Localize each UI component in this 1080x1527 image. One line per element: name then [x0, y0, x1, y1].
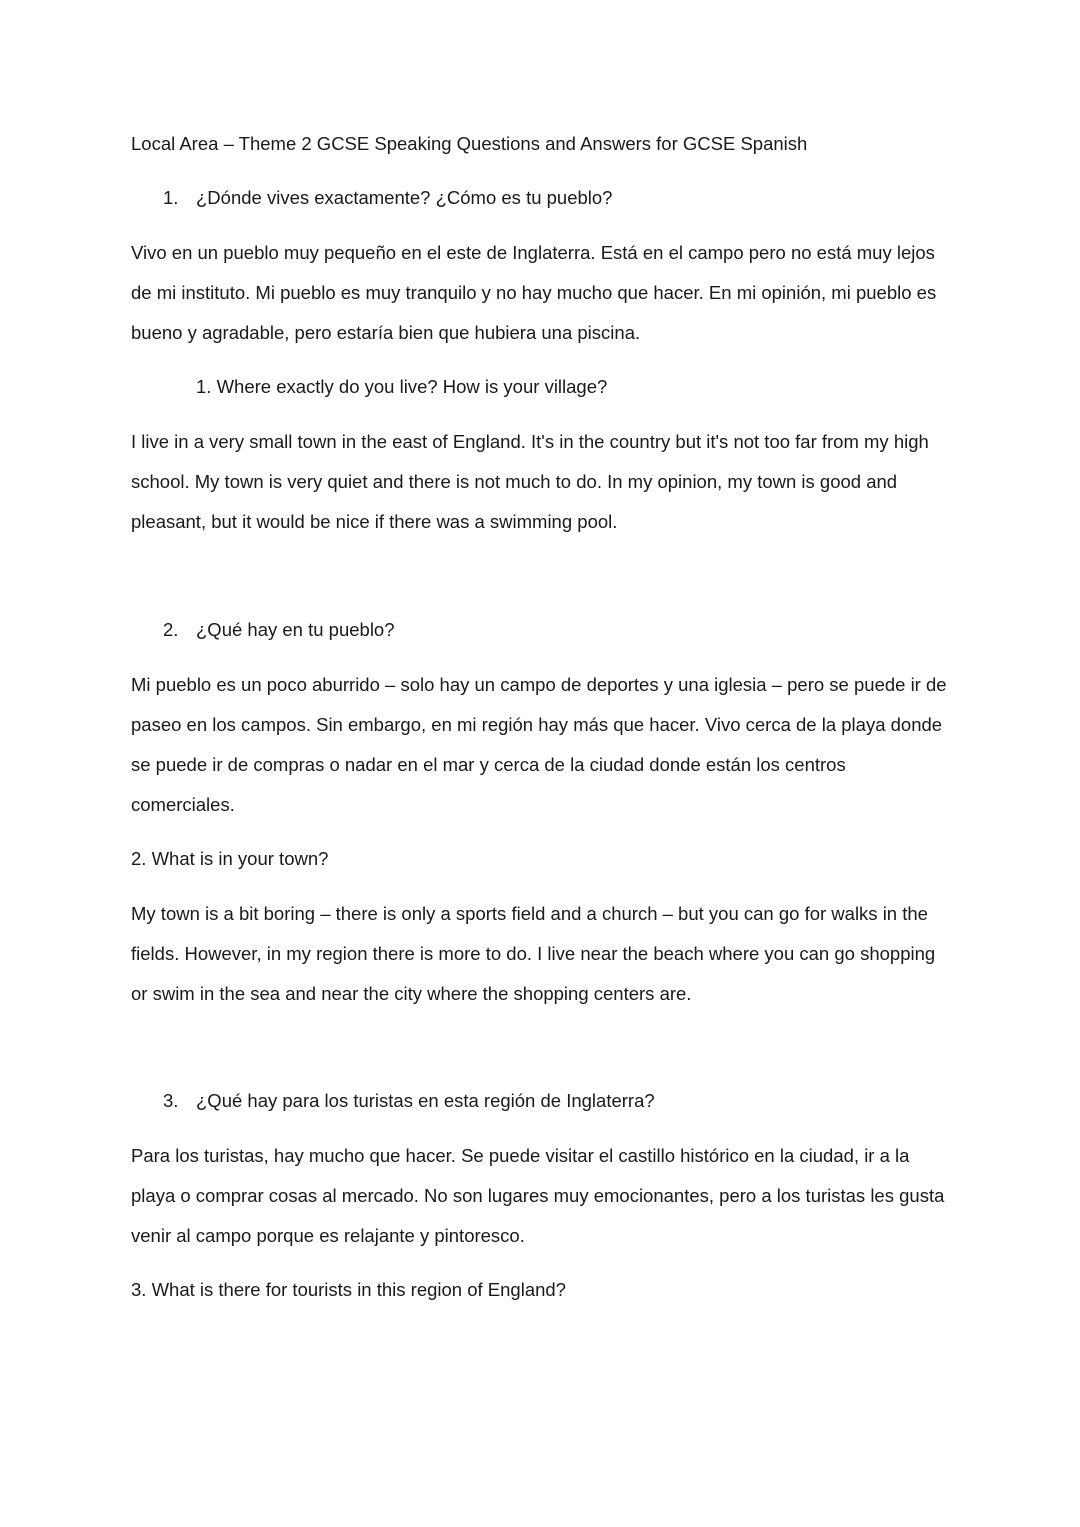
- answer-1-en: I live in a very small town in the east of England. It's in the country but it's not too far from my high school. My town is very quiet and there is not much to do. In my opinion, my town is good and pleasant, but it would be nice if there was a swimming pool.: [131, 431, 929, 532]
- question-3-es: [163, 1081, 993, 1121]
- answer-2-en: My town is a bit boring – there is only a sports field and a church – but you can go for walks in the fields. However, in my region there is more to do. I live near the beach where you can go shopping or swim in the sea and near the city where the shopping centers are.: [131, 903, 936, 1004]
- document-title: Local Area – Theme 2 GCSE Speaking Questions and Answers for GCSE Spanish: [131, 133, 808, 154]
- question-2-es-text: ¿Qué hay en tu pueblo?: [196, 619, 395, 640]
- question-3-en: 3. What is there for tourists in this region of England?: [131, 1279, 566, 1300]
- answer-2-es: Mi pueblo es un poco aburrido – solo hay un campo de deportes y una iglesia – pero se puede ir de paseo en los campos. Sin embargo, en mi región hay más que hacer. Vivo cerca de la playa donde se puede ir de compras o nadar en el mar y cerca de la ciudad donde están los centros comerciales.: [131, 674, 947, 815]
- question-1-es: [163, 178, 993, 218]
- answer-1-es: Vivo en un pueblo muy pequeño en el este de Inglaterra. Está en el campo pero no está muy lejos de mi instituto. Mi pueblo es muy tranquilo y no hay mucho que hacer. En mi opinión, mi pueblo es bueno y agradable, pero estaría bien que hubiera una piscina.: [131, 242, 937, 343]
- question-2-en: 2. What is in your town?: [131, 848, 329, 869]
- question-2-es-number: 2.: [163, 619, 179, 640]
- question-3-es-text: ¿Qué hay para los turistas en esta región de Inglaterra?: [196, 1090, 655, 1111]
- question-2-es: [163, 610, 993, 650]
- question-3-es-number: 3.: [163, 1090, 179, 1111]
- question-1-en: 1. Where exactly do you live? How is your village?: [196, 376, 608, 397]
- answer-3-es: Para los turistas, hay mucho que hacer. Se puede visitar el castillo histórico en la ciudad, ir a la playa o comprar cosas al mercado. No son lugares muy emocionantes, pero a los turistas les gusta venir al campo porque es relajante y pintoresco.: [131, 1145, 945, 1246]
- question-1-es-text: ¿Dónde vives exactamente? ¿Cómo es tu pueblo?: [196, 187, 613, 208]
- question-1-es-number: 1.: [163, 187, 179, 208]
